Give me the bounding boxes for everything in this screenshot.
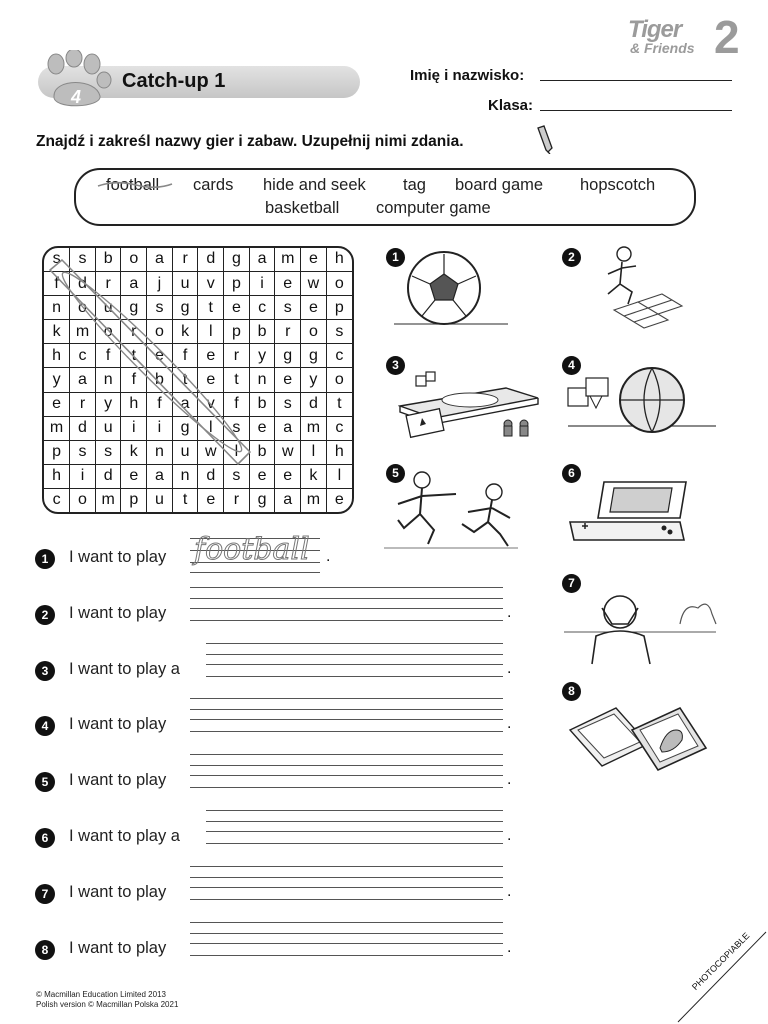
grid-cell[interactable]: d: [198, 464, 224, 488]
grid-cell[interactable]: p: [326, 296, 352, 320]
grid-cell[interactable]: e: [275, 464, 301, 488]
picture-number-3: 3: [386, 356, 405, 375]
grid-cell[interactable]: o: [70, 488, 96, 512]
basketball-icon: [566, 362, 718, 442]
sentence-text: I want to play: [69, 548, 167, 566]
instruction: Znajdź i zakreśl nazwy gier i zabaw. Uzupełnij nimi zdania.: [36, 133, 464, 150]
grid-cell[interactable]: n: [95, 368, 121, 392]
grid-cell[interactable]: m: [301, 488, 327, 512]
grid-cell[interactable]: g: [172, 416, 198, 440]
answer-field[interactable]: [206, 831, 503, 832]
grid-cell[interactable]: p: [44, 440, 70, 464]
example-answer: football: [194, 532, 310, 567]
class-field[interactable]: [540, 110, 732, 111]
sentence-period: .: [507, 771, 512, 788]
grid-cell[interactable]: o: [147, 320, 173, 344]
grid-row: [44, 271, 352, 295]
grid-cell[interactable]: k: [121, 440, 147, 464]
class-label: Klasa:: [488, 97, 534, 114]
grid-cell[interactable]: g: [275, 344, 301, 368]
grid-cell[interactable]: l: [301, 440, 327, 464]
grid-cell[interactable]: p: [224, 271, 250, 295]
writing-line: [190, 933, 503, 934]
answer-field[interactable]: [190, 608, 503, 609]
grid-cell[interactable]: m: [301, 416, 327, 440]
writing-line: [190, 866, 503, 867]
grid-cell[interactable]: y: [44, 368, 70, 392]
grid-cell[interactable]: i: [121, 416, 147, 440]
computer-game-icon: [568, 478, 692, 548]
grid-row: [44, 440, 352, 464]
sentence-number: 2: [35, 605, 55, 625]
grid-cell[interactable]: t: [172, 368, 198, 392]
copyright-line-2: Polish version © Macmillan Polska 2021: [36, 1000, 179, 1009]
answer-field[interactable]: [190, 887, 503, 888]
grid-cell[interactable]: t: [326, 392, 352, 416]
grid-cell[interactable]: c: [326, 416, 352, 440]
grid-cell[interactable]: v: [198, 392, 224, 416]
grid-cell[interactable]: l: [326, 464, 352, 488]
page-title: Catch-up 1: [122, 70, 226, 92]
grid-cell[interactable]: a: [172, 392, 198, 416]
sentence-number: 1: [35, 549, 55, 569]
grid-cell[interactable]: h: [326, 440, 352, 464]
grid-cell[interactable]: j: [147, 271, 173, 295]
grid-cell[interactable]: l: [224, 440, 250, 464]
pencil-icon: [534, 124, 556, 154]
cards-icon: [566, 700, 708, 772]
grid-cell[interactable]: a: [249, 248, 275, 271]
picture-number-2: 2: [562, 248, 581, 267]
photocopiable-label: PHOTOCOPIABLE: [690, 930, 752, 993]
writing-line: [206, 843, 503, 844]
board-game-icon: [398, 364, 544, 444]
hide-and-seek-icon: [562, 588, 718, 666]
word-football-strike: [96, 174, 174, 194]
grid-cell[interactable]: s: [95, 440, 121, 464]
football-icon: [388, 250, 514, 334]
name-label: Imię i nazwisko:: [410, 67, 525, 84]
writing-line: [190, 877, 503, 878]
writing-line: [190, 754, 503, 755]
grid-cell[interactable]: s: [275, 392, 301, 416]
brand-friends: & Friends: [630, 40, 695, 56]
grid-cell[interactable]: f: [44, 271, 70, 295]
grid-cell[interactable]: s: [326, 320, 352, 344]
grid-cell[interactable]: h: [121, 392, 147, 416]
grid-cell[interactable]: c: [249, 296, 275, 320]
writing-line: [190, 698, 503, 699]
grid-cell[interactable]: s: [147, 296, 173, 320]
grid-cell[interactable]: h: [44, 464, 70, 488]
grid-cell[interactable]: d: [198, 248, 224, 271]
writing-line: [190, 598, 503, 599]
grid-cell[interactable]: s: [70, 440, 96, 464]
grid-cell[interactable]: r: [224, 344, 250, 368]
grid-cell[interactable]: m: [70, 320, 96, 344]
word-cards: cards: [193, 176, 234, 194]
grid-cell[interactable]: l: [198, 416, 224, 440]
picture-number-8: 8: [562, 682, 581, 701]
name-field[interactable]: [540, 80, 732, 81]
copyright-line-1: © Macmillan Education Limited 2013: [36, 990, 166, 999]
grid-cell[interactable]: e: [198, 368, 224, 392]
grid-cell[interactable]: w: [275, 440, 301, 464]
sentence-period: .: [507, 939, 512, 956]
grid-cell[interactable]: o: [121, 248, 147, 271]
writing-line: [190, 709, 503, 710]
photocopiable-corner: [676, 930, 768, 1024]
grid-cell[interactable]: l: [198, 320, 224, 344]
grid-cell[interactable]: t: [121, 344, 147, 368]
grid-cell[interactable]: w: [198, 440, 224, 464]
grid-cell[interactable]: n: [44, 296, 70, 320]
grid-cell[interactable]: a: [70, 368, 96, 392]
grid-cell[interactable]: f: [224, 392, 250, 416]
grid-cell[interactable]: f: [172, 344, 198, 368]
grid-cell[interactable]: a: [275, 416, 301, 440]
brand-level: 2: [714, 11, 740, 63]
answer-field[interactable]: [206, 664, 503, 665]
grid-cell[interactable]: h: [326, 248, 352, 271]
grid-cell[interactable]: y: [249, 344, 275, 368]
grid-cell[interactable]: r: [172, 248, 198, 271]
grid-cell[interactable]: e: [198, 344, 224, 368]
grid-cell[interactable]: e: [224, 296, 250, 320]
tag-icon: [378, 468, 524, 554]
grid-cell[interactable]: t: [172, 488, 198, 512]
grid-row: [44, 488, 352, 512]
grid-cell[interactable]: f: [147, 392, 173, 416]
sentence-period: .: [507, 883, 512, 900]
grid-cell[interactable]: k: [301, 464, 327, 488]
grid-row: [44, 392, 352, 416]
grid-cell[interactable]: y: [301, 368, 327, 392]
grid-cell[interactable]: i: [249, 271, 275, 295]
answer-field[interactable]: [190, 719, 503, 720]
grid-cell[interactable]: c: [70, 344, 96, 368]
sentence-period: .: [507, 827, 512, 844]
word-search-grid[interactable]: [42, 246, 354, 514]
grid-cell[interactable]: r: [70, 392, 96, 416]
grid-cell[interactable]: i: [70, 464, 96, 488]
grid-cell[interactable]: e: [44, 392, 70, 416]
grid-cell[interactable]: o: [70, 296, 96, 320]
grid-cell[interactable]: n: [249, 368, 275, 392]
grid-cell[interactable]: f: [121, 368, 147, 392]
grid-cell[interactable]: r: [275, 320, 301, 344]
grid-cell[interactable]: b: [147, 368, 173, 392]
grid-row: [44, 344, 352, 368]
sentence-period: .: [507, 715, 512, 732]
grid-cell[interactable]: s: [70, 248, 96, 271]
grid-cell[interactable]: y: [95, 392, 121, 416]
grid-cell[interactable]: e: [301, 248, 327, 271]
grid-cell[interactable]: e: [249, 416, 275, 440]
grid-cell[interactable]: m: [275, 248, 301, 271]
grid-cell[interactable]: e: [326, 488, 352, 512]
grid-cell[interactable]: n: [172, 464, 198, 488]
grid-cell[interactable]: a: [275, 488, 301, 512]
sentence-number: 5: [35, 772, 55, 792]
writing-line: [190, 899, 503, 900]
grid-cell[interactable]: m: [95, 488, 121, 512]
word-computer-game: computer game: [376, 199, 491, 217]
grid-cell[interactable]: g: [121, 296, 147, 320]
sentence-text: I want to play: [69, 939, 167, 957]
writing-line: [190, 620, 503, 621]
picture-number-1: 1: [386, 248, 405, 267]
grid-cell[interactable]: g: [172, 296, 198, 320]
grid-cell[interactable]: s: [275, 296, 301, 320]
picture-number-7: 7: [562, 574, 581, 593]
grid-cell[interactable]: b: [249, 440, 275, 464]
sentence-number: 3: [35, 661, 55, 681]
picture-number-5: 5: [386, 464, 405, 483]
grid-cell[interactable]: p: [224, 320, 250, 344]
grid-cell[interactable]: u: [172, 440, 198, 464]
grid-cell[interactable]: g: [249, 488, 275, 512]
grid-cell[interactable]: e: [147, 344, 173, 368]
grid-cell[interactable]: s: [224, 416, 250, 440]
grid-cell[interactable]: d: [70, 416, 96, 440]
writing-line: [190, 765, 503, 766]
grid-row: [44, 368, 352, 392]
sentence-number: 8: [35, 940, 55, 960]
grid-cell[interactable]: o: [326, 368, 352, 392]
grid-cell[interactable]: n: [147, 440, 173, 464]
grid-cell[interactable]: e: [275, 368, 301, 392]
word-hide-and-seek: hide and seek: [263, 176, 366, 194]
sentence-number: 7: [35, 884, 55, 904]
grid-cell[interactable]: t: [198, 296, 224, 320]
writing-line: [190, 587, 503, 588]
sentence-text: I want to play: [69, 771, 167, 789]
writing-line: [190, 787, 503, 788]
sentence-text: I want to play a: [69, 827, 180, 845]
grid-cell[interactable]: o: [326, 271, 352, 295]
writing-line: [206, 676, 503, 677]
sentence-number: 4: [35, 716, 55, 736]
grid-cell[interactable]: b: [95, 248, 121, 271]
word-board-game: board game: [455, 176, 544, 194]
grid-cell[interactable]: u: [172, 271, 198, 295]
brand-tiger: Tiger: [628, 16, 682, 43]
writing-line: [190, 731, 503, 732]
writing-line: [206, 810, 503, 811]
answer-field[interactable]: [190, 943, 503, 944]
sentence-period: .: [507, 604, 512, 621]
grid-cell[interactable]: k: [44, 320, 70, 344]
grid-cell[interactable]: e: [301, 296, 327, 320]
paw-icon: [40, 50, 114, 110]
grid-cell[interactable]: f: [95, 344, 121, 368]
sentence-text: I want to play: [69, 883, 167, 901]
word-tag: tag: [403, 176, 426, 194]
grid-cell[interactable]: u: [95, 296, 121, 320]
grid-cell[interactable]: r: [121, 320, 147, 344]
grid-cell[interactable]: c: [44, 488, 70, 512]
writing-line: [190, 572, 320, 573]
grid-cell[interactable]: e: [249, 464, 275, 488]
hopscotch-icon: [578, 244, 704, 336]
grid-cell[interactable]: a: [121, 271, 147, 295]
grid-cell[interactable]: p: [121, 488, 147, 512]
grid-cell[interactable]: s: [44, 248, 70, 271]
word-hopscotch: hopscotch: [580, 176, 656, 194]
grid-cell[interactable]: s: [224, 464, 250, 488]
brand-logo: [628, 11, 748, 63]
grid-row: [44, 248, 352, 271]
grid-cell[interactable]: c: [326, 344, 352, 368]
grid-cell[interactable]: e: [121, 464, 147, 488]
grid-row: [44, 320, 352, 344]
answer-field[interactable]: [190, 775, 503, 776]
copyright: [36, 990, 178, 1010]
grid-cell[interactable]: r: [224, 488, 250, 512]
grid-cell[interactable]: i: [147, 416, 173, 440]
grid-cell[interactable]: e: [275, 271, 301, 295]
grid-cell[interactable]: o: [95, 320, 121, 344]
word-football: football: [106, 176, 160, 194]
grid-cell[interactable]: v: [198, 271, 224, 295]
grid-row: [44, 416, 352, 440]
picture-number-6: 6: [562, 464, 581, 483]
sentence-text: I want to play: [69, 604, 167, 622]
grid-cell[interactable]: t: [224, 368, 250, 392]
writing-line: [206, 821, 503, 822]
grid-cell[interactable]: d: [95, 464, 121, 488]
writing-line: [190, 922, 503, 923]
grid-cell[interactable]: d: [70, 271, 96, 295]
grid-cell[interactable]: a: [147, 248, 173, 271]
grid-cell[interactable]: u: [95, 416, 121, 440]
sentence-text: I want to play: [69, 715, 167, 733]
sentence-text: I want to play a: [69, 660, 180, 678]
sentence-period: .: [507, 660, 512, 677]
grid-cell[interactable]: w: [301, 271, 327, 295]
grid-cell[interactable]: k: [172, 320, 198, 344]
grid-cell[interactable]: u: [147, 488, 173, 512]
grid-cell[interactable]: h: [44, 344, 70, 368]
grid-cell[interactable]: b: [249, 320, 275, 344]
unit-number: 4: [70, 87, 82, 107]
grid-cell[interactable]: r: [95, 271, 121, 295]
grid-cell[interactable]: m: [44, 416, 70, 440]
writing-line: [206, 654, 503, 655]
grid-cell[interactable]: g: [224, 248, 250, 271]
sentence-period: .: [326, 548, 331, 565]
grid-cell[interactable]: b: [249, 392, 275, 416]
grid-row: [44, 464, 352, 488]
writing-line: [206, 643, 503, 644]
grid-cell[interactable]: e: [198, 488, 224, 512]
grid-cell[interactable]: g: [301, 344, 327, 368]
sentence-number: 6: [35, 828, 55, 848]
word-basketball: basketball: [265, 199, 340, 217]
picture-number-4: 4: [562, 356, 581, 375]
grid-row: [44, 296, 352, 320]
grid-cell[interactable]: d: [301, 392, 327, 416]
grid-cell[interactable]: a: [147, 464, 173, 488]
writing-line: [190, 955, 503, 956]
grid-cell[interactable]: o: [301, 320, 327, 344]
